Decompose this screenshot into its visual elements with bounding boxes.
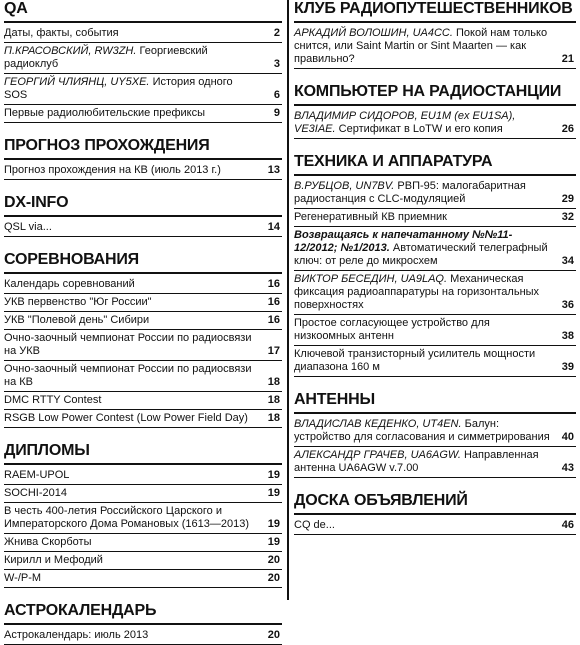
entry-title: Прогноз прохождения на КВ (июль 2013 г.) [4, 164, 221, 176]
entry-page-number: 36 [561, 299, 574, 311]
section-title: ДИПЛОМЫ [4, 442, 282, 465]
entry-page-number: 29 [561, 193, 574, 205]
entry-title: Астрокалендарь: июль 2013 [4, 629, 149, 641]
column-divider [287, 0, 289, 600]
entry-title: Кирилл и Мефодий [4, 554, 103, 566]
entry-author: ВИКТОР БЕСЕДИН, UA9LAQ. [294, 273, 448, 285]
section-gap [294, 478, 576, 492]
entry-title: Регенеративный КВ приемник [294, 211, 447, 223]
entry-title: Автоматический телеграфный ключ: от реле до микросхем [294, 242, 548, 267]
entry-page-number: 18 [267, 412, 280, 424]
toc-section [4, 194, 282, 237]
toc-section [294, 0, 576, 69]
entry-title: РВП-95: малогабаритная радиостанция с CLC-модуляцией [294, 180, 526, 205]
section-gap [4, 180, 282, 194]
section-gap [4, 237, 282, 251]
entry-title: CQ de... [294, 519, 335, 531]
toc-section [4, 251, 282, 428]
toc-entry[interactable] [4, 361, 282, 392]
toc-entry[interactable] [4, 312, 282, 330]
entry-page-number: 18 [267, 376, 280, 388]
entry-page-number: 2 [273, 27, 280, 39]
entry-page-number: 21 [561, 53, 574, 65]
entry-title: УКВ первенство "Юг России" [4, 296, 152, 308]
toc-entry[interactable] [4, 467, 282, 485]
section-title: СОРЕВНОВАНИЯ [4, 251, 282, 274]
entry-title: Ключевой транзисторный усилитель мощности диапазона 160 м [294, 348, 536, 373]
entry-page-number: 20 [267, 554, 280, 566]
entry-title: История одного SOS [4, 76, 233, 101]
toc-entry[interactable] [294, 25, 576, 69]
entry-title: DMC RTTY Contest [4, 394, 102, 406]
toc-entry[interactable] [294, 178, 576, 209]
toc-entry[interactable] [294, 315, 576, 346]
entry-page-number: 16 [267, 278, 280, 290]
entry-title: QSL via... [4, 221, 52, 233]
entry-page-number: 16 [267, 296, 280, 308]
entry-page-number: 39 [561, 361, 574, 373]
toc-entry[interactable] [4, 534, 282, 552]
entry-title: Механическая фиксация радиоаппаратуры на горизонтальных поверхностях [294, 273, 540, 311]
toc-entry[interactable] [294, 209, 576, 227]
entry-title: Покой нам только снится, или Saint Martin or Sint Maarten — как правильно? [294, 27, 548, 65]
section-gap [4, 123, 282, 137]
toc-entry[interactable] [4, 25, 282, 43]
toc-entry[interactable] [4, 162, 282, 180]
toc-section [294, 391, 576, 478]
toc-entry[interactable] [294, 517, 576, 535]
entry-author: ГЕОРГИЙ ЧЛИЯНЦ, UY5XE. [4, 76, 150, 88]
entry-page-number: 19 [267, 469, 280, 481]
toc-section [4, 0, 282, 123]
entry-title: В честь 400-летия Российского Царского и Императорского Дома Романовых (1613—2013) [4, 505, 250, 530]
entry-author: П.КРАСОВСКИЙ, RW3ZH. [4, 45, 137, 57]
entry-author: АРКАДИЙ ВОЛОШИН, UA4CC. [294, 27, 453, 39]
entry-page-number: 6 [273, 89, 280, 101]
section-gap [4, 428, 282, 442]
toc-entry[interactable] [4, 392, 282, 410]
entry-page-number: 32 [561, 211, 574, 223]
entry-title: Первые радиолюбительские префиксы [4, 107, 206, 119]
toc-entry[interactable] [294, 346, 576, 377]
toc-section [4, 602, 282, 645]
section-title: ПРОГНОЗ ПРОХОЖДЕНИЯ [4, 137, 282, 160]
toc-section [4, 137, 282, 180]
entry-page-number: 38 [561, 330, 574, 342]
toc-section [294, 153, 576, 377]
entry-page-number: 18 [267, 394, 280, 406]
toc-entry[interactable] [294, 271, 576, 315]
entry-page-number: 20 [267, 629, 280, 641]
entry-author: Возвращаясь к напечатанному №№11-12/2012; №1/2013. [294, 229, 513, 254]
toc-entry[interactable] [4, 276, 282, 294]
entry-title: Очно-заочный чемпионат России по радиосвязи на КВ [4, 363, 252, 388]
entry-title: RSGB Low Power Contest (Low Power Field Day) [4, 412, 248, 424]
toc-entry[interactable] [294, 416, 576, 447]
entry-title: Направленная антенна UA6AGW v.7.00 [294, 449, 539, 474]
entry-page-number: 3 [273, 58, 280, 70]
section-title: КОМПЬЮТЕР НА РАДИОСТАНЦИИ [294, 83, 576, 106]
entry-page-number: 9 [273, 107, 280, 119]
toc-section [294, 83, 576, 139]
entry-title: Очно-заочный чемпионат России по радиосвязи на УКВ [4, 332, 252, 357]
entry-title: Георгиевский радиоклуб [4, 45, 208, 70]
toc-entry[interactable] [4, 105, 282, 123]
toc-entry[interactable] [4, 570, 282, 588]
entry-page-number: 17 [267, 345, 280, 357]
entry-author: ВЛАДИМИР СИДОРОВ, EU1M (ex EU1SA), VE3IAE. [294, 110, 516, 135]
section-title: КЛУБ РАДИОПУТЕШЕСТВЕННИКОВ [294, 0, 576, 23]
entry-author: ВЛАДИСЛАВ КЕДЕНКО, UT4EN. [294, 418, 462, 430]
entry-author: АЛЕКСАНДР ГРАЧЕВ, UA6AGW. [294, 449, 461, 461]
entry-title: Даты, факты, события [4, 27, 119, 39]
entry-page-number: 34 [561, 255, 574, 267]
section-title: ДОСКА ОБЪЯВЛЕНИЙ [294, 492, 576, 515]
entry-page-number: 20 [267, 572, 280, 584]
toc-right-column [294, 0, 576, 535]
section-gap [294, 377, 576, 391]
entry-title: Жнива Скорботы [4, 536, 92, 548]
entry-page-number: 13 [267, 164, 280, 176]
entry-title: W-/P-M [4, 572, 42, 584]
toc-entry[interactable] [4, 74, 282, 105]
entry-title: RAEM-UPOL [4, 469, 70, 481]
toc-entry[interactable] [294, 108, 576, 139]
toc-entry[interactable] [4, 219, 282, 237]
entry-page-number: 19 [267, 487, 280, 499]
toc-entry[interactable] [4, 485, 282, 503]
toc-entry[interactable] [4, 43, 282, 74]
entry-page-number: 26 [561, 123, 574, 135]
toc-left-column [4, 0, 282, 645]
section-gap [294, 69, 576, 83]
entry-title: Балун: устройство для согласования и симметрирования [294, 418, 550, 443]
toc-entry[interactable] [4, 410, 282, 428]
entry-page-number: 16 [267, 314, 280, 326]
section-title: АСТРОКАЛЕНДАРЬ [4, 602, 282, 625]
entry-page-number: 43 [561, 462, 574, 474]
toc-entry[interactable] [294, 447, 576, 478]
toc-entry[interactable] [4, 627, 282, 645]
entry-author: В.РУБЦОВ, UN7BV. [294, 180, 395, 192]
entry-title: УКВ "Полевой день" Сибири [4, 314, 150, 326]
entry-page-number: 40 [561, 431, 574, 443]
entry-page-number: 19 [267, 536, 280, 548]
toc-entry[interactable] [294, 227, 576, 271]
entry-page-number: 46 [561, 519, 574, 531]
entry-title: Простое согласующее устройство для низкоомных антенн [294, 317, 490, 342]
entry-page-number: 14 [267, 221, 280, 233]
entry-page-number: 19 [267, 518, 280, 530]
entry-title: Календарь соревнований [4, 278, 135, 290]
entry-title: SOCHI-2014 [4, 487, 67, 499]
toc-entry[interactable] [4, 294, 282, 312]
toc-entry[interactable] [4, 330, 282, 361]
section-gap [294, 139, 576, 153]
section-title: DX-INFO [4, 194, 282, 217]
section-title: QA [4, 0, 282, 23]
section-title: ТЕХНИКА И АППАРАТУРА [294, 153, 576, 176]
entry-title: Сертификат в LoTW и его копия [338, 123, 503, 135]
toc-entry[interactable] [4, 503, 282, 534]
toc-entry[interactable] [4, 552, 282, 570]
section-title: АНТЕННЫ [294, 391, 576, 414]
toc-section [294, 492, 576, 535]
toc-section [4, 442, 282, 588]
